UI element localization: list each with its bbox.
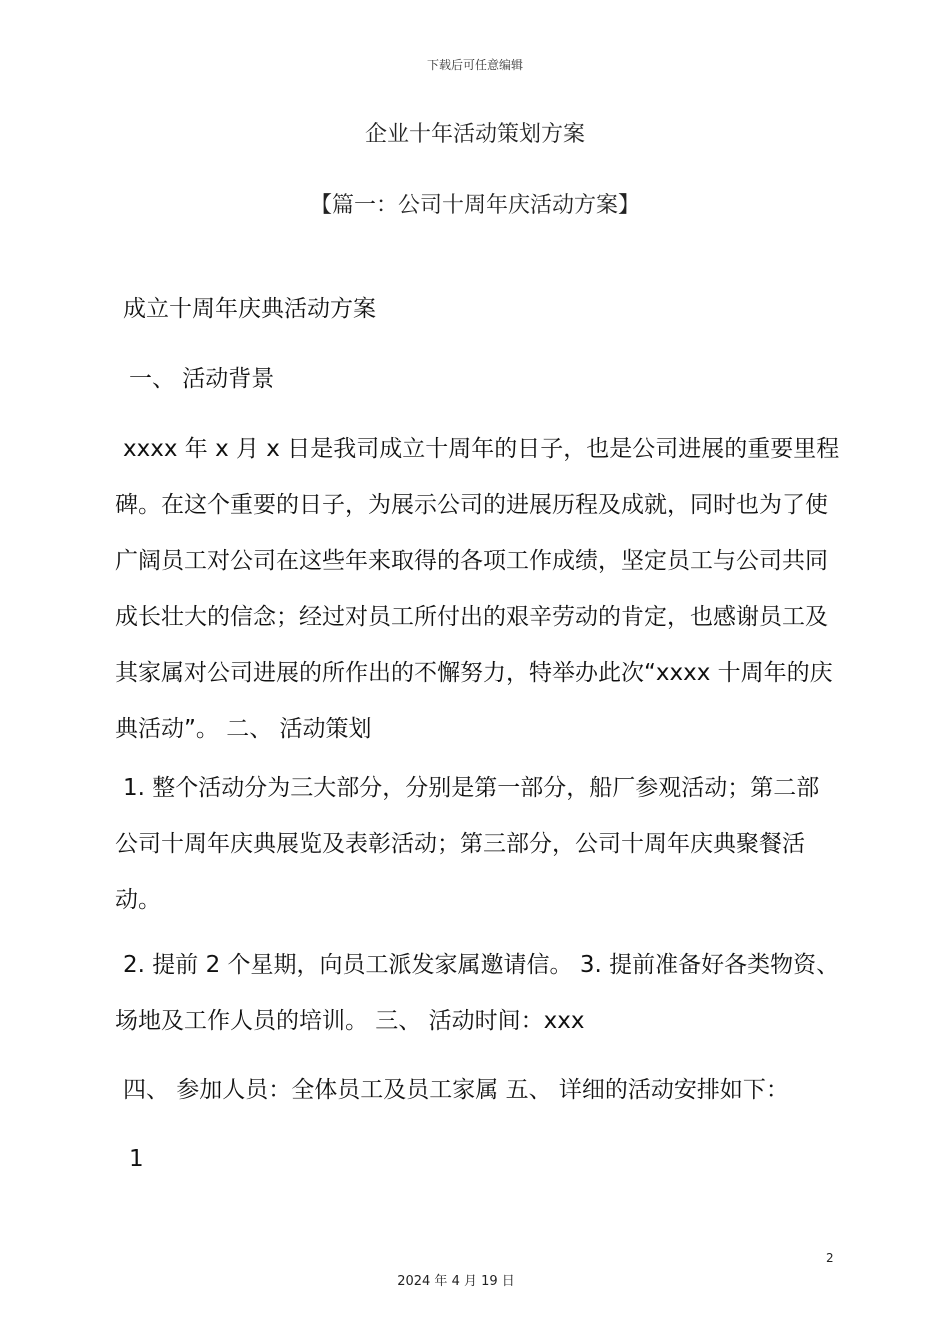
paragraph-line: 广阔员工对公司在这些年来取得的各项工作成绩，坚定员工与公司共同: [115, 548, 828, 574]
paragraph-line: 成长壮大的信念；经过对员工所付出的艰辛劳动的肯定，也感谢员工及: [115, 604, 828, 630]
paragraph-line: 碑。在这个重要的日子，为展示公司的进展历程及成就，同时也为了使: [115, 492, 828, 518]
paragraph-line: 其家属对公司进展的所作出的不懈努力，特举办此次“xxxx 十周年的庆: [115, 660, 833, 686]
paragraph-line: 四、 参加人员：全体员工及员工家属 五、 详细的活动安排如下：: [123, 1077, 789, 1103]
paragraph-item-5: [115, 1131, 840, 1187]
paragraph-background: [115, 421, 840, 757]
body-subtitle-block: [115, 281, 840, 337]
paragraph-line: 1. 整个活动分为三大部分，分别是第一部分，船厂参观活动；第二部: [123, 775, 820, 801]
footer-date: 2024 年 4 月 19 日: [397, 1274, 515, 1289]
paragraph-line: 场地及工作人员的培训。 三、 活动时间：xxx: [115, 1008, 585, 1034]
section-title: 【篇一：公司十周年庆活动方案】: [309, 193, 640, 218]
paragraph-line: 1: [129, 1146, 144, 1172]
page-number: 2: [826, 1251, 834, 1265]
document-title: 企业十年活动策划方案: [364, 122, 585, 147]
paragraph-line: 公司十周年庆典展览及表彰活动；第三部分，公司十周年庆典聚餐活: [115, 831, 805, 857]
paragraph-line: 典活动”。 二、 活动策划: [115, 716, 372, 742]
paragraph-line: 动。: [115, 887, 161, 913]
header-note: 下载后可任意编辑: [426, 58, 523, 72]
paragraph-item-1: [115, 760, 840, 928]
heading-background-block: [115, 351, 840, 407]
paragraph-line: 2. 提前 2 个星期，向员工派发家属邀请信。 3. 提前准备好各类物资、: [123, 952, 840, 978]
paragraph-line: xxxx 年 x 月 x 日是我司成立十周年的日子，也是公司进展的重要里程: [123, 436, 840, 462]
body-subtitle: 成立十周年庆典活动方案: [123, 296, 376, 322]
heading-background: 一、 活动背景: [129, 366, 275, 392]
paragraph-item-2: [115, 937, 840, 1049]
paragraph-item-4: [115, 1062, 840, 1118]
